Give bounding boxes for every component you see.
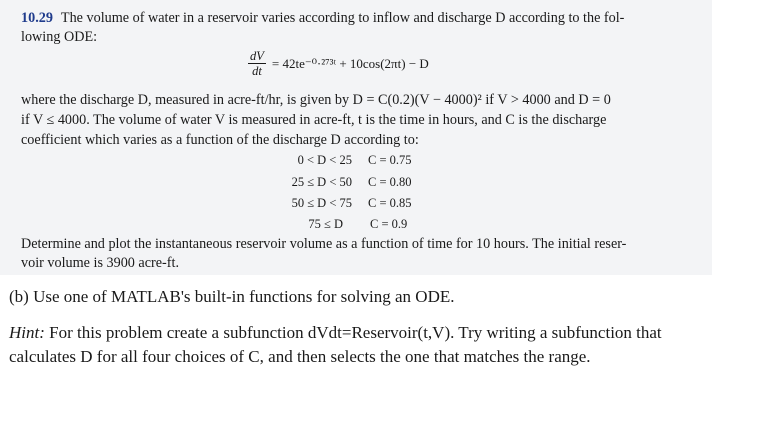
intro-line-2: lowing ODE:	[21, 29, 98, 45]
hint-line-1: Hint: For this problem create a subfunction dVdt=Reservoir(t,V). Try writing a subfunction that	[9, 323, 662, 342]
task-line-2: voir volume is 3900 acre-ft.	[21, 255, 179, 271]
description-line-1: where the discharge D, measured in acre-ft/hr, is given by D = C(0.2)(V − 4000)² if V > 4000 and D = 0	[21, 92, 611, 108]
description-line-3: coefficient which varies as a function of the discharge D according to:	[21, 132, 419, 148]
ode-equation	[248, 49, 429, 78]
problem-statement: 10.29 The volume of water in a reservoir varies according to inflow and discharge D according to the fol- lowing ODE: $\frac{dV}{dt}$ = 42te⁻⁰·²⁷³ᵗ + 10cos(2πt) − D where the discharge D, measured in acre-ft/hr, is given by D = C(0.2)(V − 4000)² if V > 4000 and D = 0 if V ≤ 4000. The volume of water V is measured in acre-ft, t is the time in hours, and C is the discharge coefficient which varies as a function of the discharge D according to: 0 < D < 25 C = 0.75 25 ≤ D < 50 C = 0.80 50 ≤ D < 75 C = 0.85 75 ≤ D C = 0.9 Determine and plot the instantaneous reservoir volume as a function of time for 10 hours. The initial reser- voir volume is 3900 acre-ft.	[0, 0, 712, 275]
part-b-question: (b) Use one of MATLAB's built-in functions for solving an ODE.	[9, 287, 455, 306]
hint-paragraph	[9, 321, 662, 369]
problem-number: 10.29	[21, 10, 53, 26]
task-line-1: Determine and plot the instantaneous reservoir volume as a function of time for 10 hours. The initial reser-	[21, 236, 627, 252]
intro-line-1: 10.29 The volume of water in a reservoir varies according to inflow and discharge D according to the fol-	[21, 10, 625, 26]
derivative-fraction: $\frac{dV}{dt}$	[250, 49, 264, 78]
description-line-2: if V ≤ 4000. The volume of water V is measured in acre-ft, t is the time in hours, and C is the discharge	[21, 112, 607, 128]
hint-line-2: calculates D for all four choices of C, and then selects the one that matches the range.	[9, 347, 591, 366]
hint-label: Hint:	[9, 323, 45, 342]
ode-rhs: = 42te⁻⁰·²⁷³ᵗ + 10cos(2πt) − D	[271, 55, 429, 71]
